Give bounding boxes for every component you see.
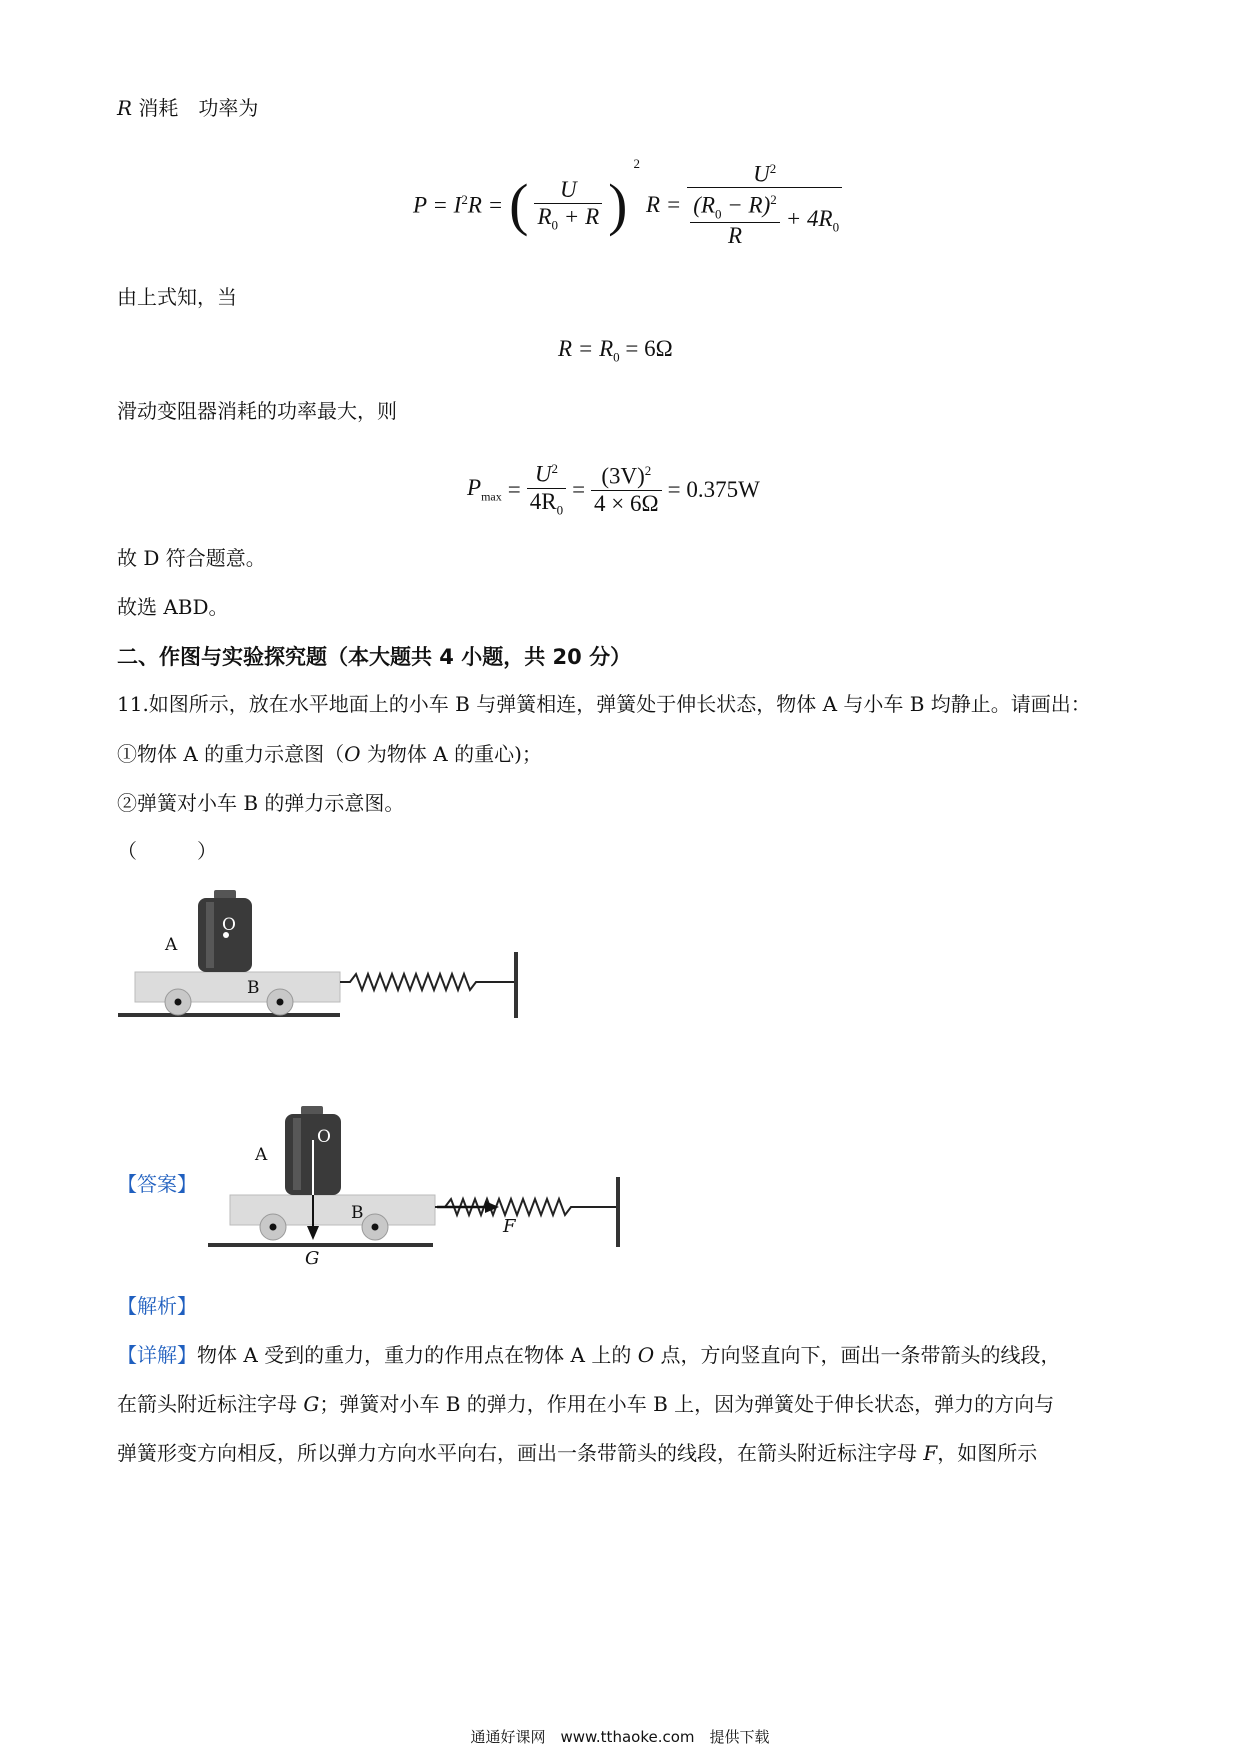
question-11-item-2: ②弹簧对小车 B 的弹力示意图。: [117, 791, 405, 815]
cart-b-body: [230, 1195, 435, 1225]
question-11-stem: 11.如图所示，放在水平地面上的小车 B 与弹簧相连，弹簧处于伸长状态，物体 A 与小车 B 均静止。请画出：: [117, 692, 1091, 716]
wall-icon: [616, 1177, 620, 1247]
section-heading: 二、作图与实验探究题（本大题共 4 小题，共 20 分）: [117, 645, 632, 669]
wheel-icon: [362, 1214, 388, 1240]
fraction-u2-over-4r0: $\frac{U^2}{4R_0}$: [527, 461, 566, 518]
label-b: B: [351, 1203, 364, 1223]
detail-line-3: 弹簧形变方向相反，所以弹力方向水平向右，画出一条带箭头的线段，在箭头附近标注字母 F，如图所示: [117, 1441, 1038, 1465]
line1-text: 消耗 功率为: [138, 96, 259, 120]
question-figure: [110, 880, 540, 1030]
page-footer: 通通好课网 www.tthaoke.com 提供下载: [470, 1728, 770, 1746]
ground-line: [208, 1243, 433, 1247]
answer-tag: 【答案】: [117, 1172, 197, 1196]
label-o: O: [222, 915, 236, 935]
left-paren: (: [509, 172, 529, 237]
fraction-u-over-r0r: $\frac{U}{R_0 + R}$: [534, 177, 602, 234]
answer-blank: （ ）: [117, 839, 217, 863]
fraction-u2-over-expression: $U^2$ $\frac{(R_0 - R)^2}{R}$ + $4R_0$: [687, 161, 842, 250]
wheel-icon: [260, 1214, 286, 1240]
wall-icon: [514, 952, 518, 1018]
eq1-lhs: $P = I^2R$ =: [413, 191, 504, 218]
answer-figure: [205, 1100, 665, 1275]
label-a: A: [165, 935, 178, 955]
line-when: 由上式知，当: [117, 285, 237, 309]
power-equation: [413, 150, 842, 260]
spring-icon: [340, 974, 515, 990]
wheel-icon: [165, 989, 191, 1015]
line-choose-abd: 故选 ABD。: [117, 595, 229, 619]
gravity-arrowhead: [307, 1226, 319, 1240]
label-o: O: [317, 1127, 331, 1147]
line-max-power: 滑动变阻器消耗的功率最大，则: [117, 399, 397, 423]
label-g: G: [305, 1248, 320, 1269]
pmax-result: = 0.375W: [667, 477, 760, 502]
detail-line-1: 【详解】物体 A 受到的重力，重力的作用点在物体 A 上的 O 点，方向竖直向下，画出一条带箭头的线段，: [117, 1343, 1061, 1367]
var-r: R: [117, 96, 133, 120]
eq1-r-equals: R =: [645, 192, 682, 217]
label-f: F: [503, 1216, 516, 1237]
analysis-tag: 【解析】: [117, 1294, 197, 1318]
detail-line-2: 在箭头附近标注字母 G；弹簧对小车 B 的弹力，作用在小车 B 上，因为弹簧处于伸长状态，弹力的方向与: [117, 1392, 1055, 1416]
paren-exponent: 2: [633, 156, 640, 171]
line-r-power: [117, 94, 258, 122]
ground-line: [118, 1013, 340, 1017]
pmax-equation: $P_{max}$ = $\frac{U^2}{4R_0}$ = $\frac{(3V)^2}{4 \times 6\Omega}$ = 0.375W: [467, 461, 760, 518]
line-d-correct: 故 D 符合题意。: [117, 546, 266, 570]
label-a: A: [255, 1145, 268, 1165]
label-b: B: [247, 978, 260, 998]
fraction-3v2-over-4x6: $\frac{(3V)^2}{4 \times 6\Omega}$: [591, 463, 662, 517]
condition-equation: $R = R_0 = 6\Omega$: [558, 336, 673, 365]
wheel-icon: [267, 989, 293, 1015]
question-11-item-1: ①物体 A 的重力示意图（O 为物体 A 的重心)；: [117, 742, 542, 766]
right-paren: ): [608, 172, 628, 237]
